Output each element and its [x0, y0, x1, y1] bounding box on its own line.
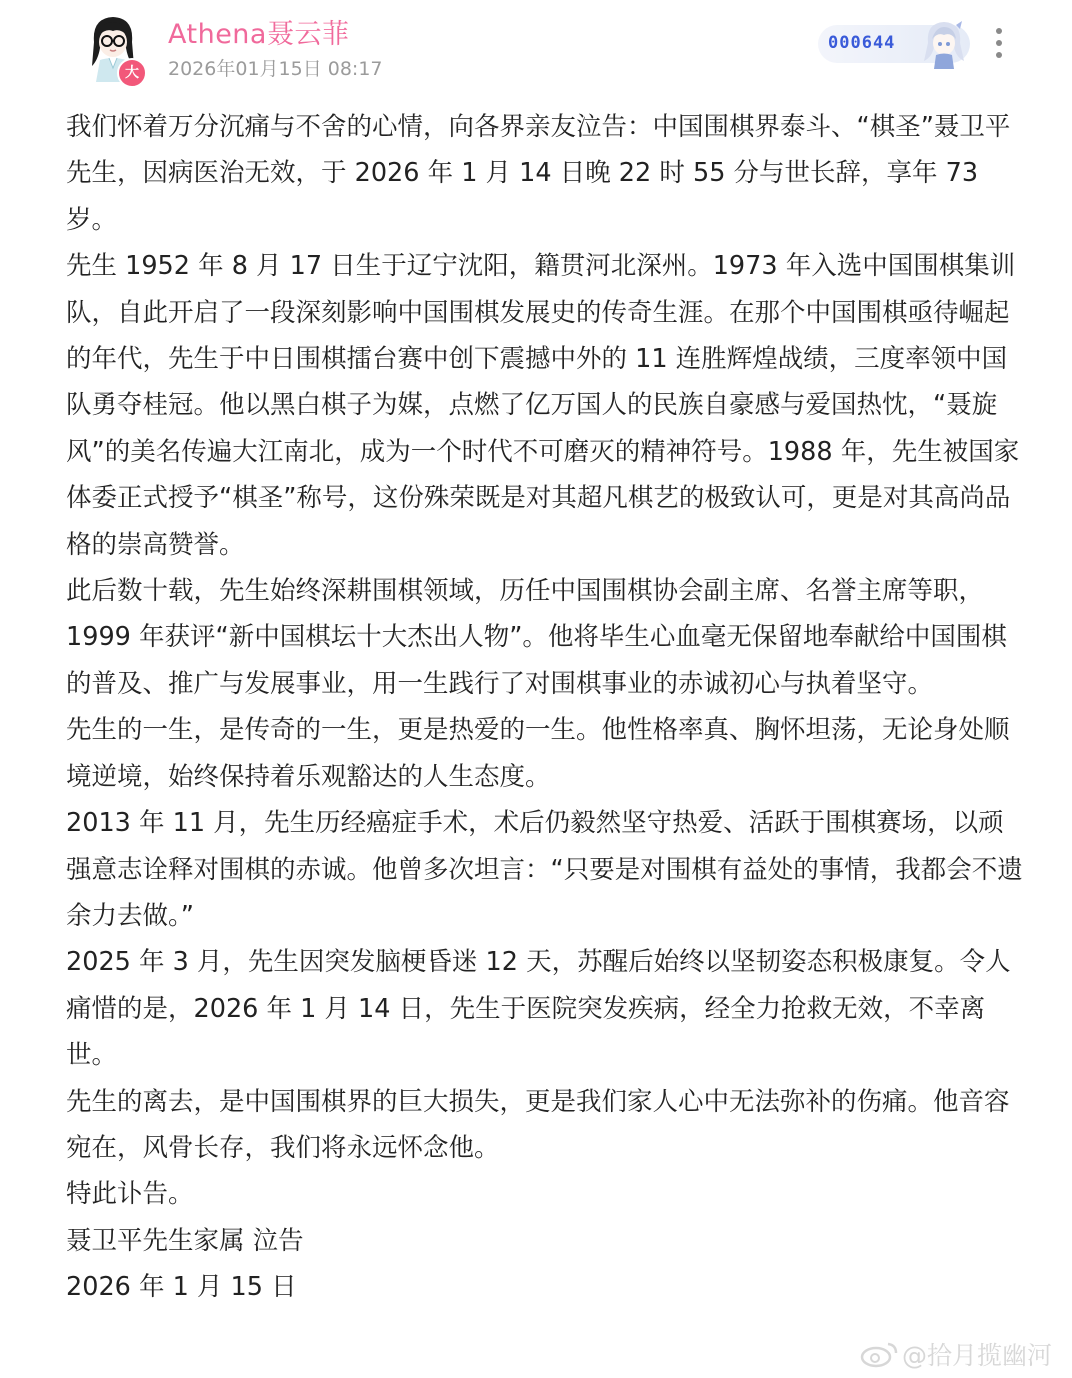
- fan-badge-number: 000644: [828, 33, 896, 53]
- post-timestamp: 2026年01月15日 08:17: [168, 58, 383, 80]
- paragraph: 先生 1952 年 8 月 17 日生于辽宁沈阳，籍贯河北深州。1973 年入选中国围棋集训队，自此开启了一段深刻影响中国围棋发展史的传奇生涯。在那个中国围棋亟待崛起的年代，先生于中日围棋擂台赛中创下震撼中外的 11 连胜辉煌战绩，三度率领中国队勇夺桂冠。他以黑白棋子为媒，点燃了亿万国人的民族自豪感与爱国热忱，“聂旋风”的美名传遍大江南北，成为一个时代不可磨灭的精神符号。1988 年，先生被国家体委正式授予“棋圣”称号，这份殊荣既是对其超凡棋艺的极致认可，更是对其高尚品格的崇高赞誉。: [66, 251, 1020, 560]
- paragraph: 先生的离去，是中国围棋界的巨大损失，更是我们家人心中无法弥补的伤痛。他音容宛在，风骨长存，我们将永远怀念他。: [66, 1086, 1010, 1163]
- fan-badge[interactable]: [818, 25, 970, 63]
- fan-badge-character-icon: [918, 17, 970, 73]
- paragraph: 2025 年 3 月，先生因突发脑梗昏迷 12 天，苏醒后始终以坚韧姿态积极康复。令人痛惜的是，2026 年 1 月 14 日，先生于医院突发疾病，经全力抢救无效，不幸离世。: [66, 947, 1011, 1071]
- paragraph: 先生的一生，是传奇的一生，更是热爱的一生。他性格率真、胸怀坦荡，无论身处顺境逆境，始终保持着乐观豁达的人生态度。: [66, 715, 1010, 792]
- paragraph: 2013 年 11 月，先生历经癌症手术，术后仍毅然坚守热爱、活跃于围棋赛场，以顽强意志诠释对围棋的赤诚。他曾多次坦言：“只要是对围棋有益处的事情，我都会不遗余力去做。”: [66, 808, 1023, 931]
- user-name[interactable]: Athena聂云菲: [168, 19, 350, 50]
- post-content: [66, 104, 1026, 1311]
- paragraph: 此后数十载，先生始终深耕围棋领域，历任中国围棋协会副主席、名誉主席等职，1999 年获评“新中国棋坛十大杰出人物”。他将毕生心血毫无保留地奉献给中国围棋的普及、推广与发展事业，用一生践行了对围棋事业的赤诚初心与执着坚守。: [66, 576, 1007, 699]
- signature: 聂卫平先生家属 泣告: [66, 1225, 304, 1256]
- watermark: [860, 1336, 1052, 1370]
- weibo-logo-icon: [860, 1340, 900, 1374]
- more-vertical-icon[interactable]: [989, 28, 1009, 64]
- watermark-text: @拾月揽幽河: [902, 1341, 1053, 1370]
- signature-date: 2026 年 1 月 15 日: [66, 1272, 297, 1303]
- vip-badge-icon: 大: [117, 58, 147, 88]
- paragraph: 特此讣告。: [66, 1179, 194, 1210]
- post-header: [0, 0, 1072, 100]
- paragraph: 我们怀着万分沉痛与不舍的心情，向各界亲友泣告：中国围棋界泰斗、“棋圣”聂卫平先生，因病医治无效，于 2026 年 1 月 14 日晚 22 时 55 分与世长辞，享年 73 岁。: [66, 112, 1011, 235]
